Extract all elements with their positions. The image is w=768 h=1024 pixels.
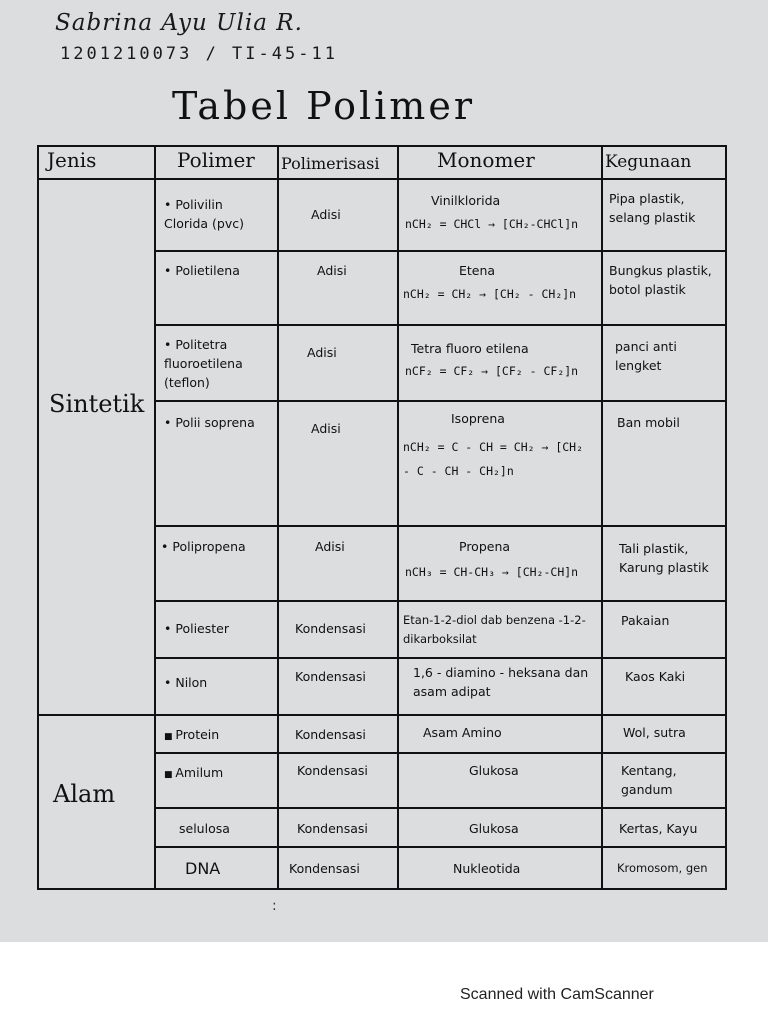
- row-reaksi: nCH₂ = CHCl → [CH₂-CHCl]n: [405, 217, 579, 231]
- row-kegunaan: Bungkus plastik, botol plastik: [609, 263, 712, 297]
- row-polimer: selulosa: [179, 821, 230, 836]
- row-proses: Kondensasi: [295, 669, 366, 684]
- row-reaksi: nCH₃ = CH-CH₃ → [CH₂-CH]n: [405, 565, 579, 579]
- row-monomer: Asam Amino: [423, 725, 502, 740]
- row-kegunaan: Kertas, Kayu: [619, 821, 698, 836]
- row-polimer: • Polipropena: [161, 537, 271, 556]
- row-reaksi: nCH₂ = C - CH = CH₂ → [CH₂ - C - CH - CH₂]n: [403, 440, 584, 478]
- polymer-table: [37, 145, 727, 890]
- row-polimer: ■ Amilum: [164, 763, 223, 785]
- row-monomer: Nukleotida: [453, 861, 521, 876]
- row-kegunaan: panci anti lengket: [615, 339, 677, 373]
- row-kegunaan: Pipa plastik, selang plastik: [609, 191, 696, 225]
- row-polimer: DNA: [185, 859, 221, 878]
- group-sintetik: Sintetik: [49, 390, 145, 418]
- row-proses: Adisi: [317, 263, 347, 278]
- row-polimer: ■ Protein: [164, 725, 219, 747]
- row-proses: Adisi: [315, 539, 345, 554]
- row-monomer: Etan-1-2-diol dab benzena -1-2-dikarboksilat: [403, 613, 586, 646]
- row-proses: Adisi: [307, 345, 337, 360]
- row-polimer: • Polivilin Clorida (pvc): [164, 195, 269, 233]
- row-polimer: • Politetra fluoroetilena (teflon): [164, 335, 274, 392]
- row-reaksi: nCF₂ = CF₂ → [CF₂ - CF₂]n: [405, 364, 579, 378]
- row-kegunaan: Wol, sutra: [623, 725, 686, 740]
- row-monomer: Vinilklorida: [431, 193, 501, 208]
- row-proses: Adisi: [311, 207, 341, 222]
- row-reaksi: nCH₂ = CH₂ → [CH₂ - CH₂]n: [403, 287, 577, 301]
- header-polimer: Polimer: [177, 148, 255, 172]
- row-polimer: • Poliester: [164, 619, 229, 638]
- student-id: 1201210073 / TI-45-11: [60, 44, 338, 64]
- row-proses: Kondensasi: [297, 821, 368, 836]
- row-proses: Kondensasi: [295, 621, 366, 636]
- row-proses: Kondensasi: [295, 727, 366, 742]
- header-monomer: Monomer: [437, 148, 535, 172]
- row-monomer: Isoprena: [451, 411, 505, 426]
- group-alam: Alam: [53, 780, 116, 808]
- row-kegunaan: Kromosom, gen: [617, 861, 708, 875]
- author-name: Sabrina Ayu Ulia R.: [55, 10, 303, 36]
- row-kegunaan: Tali plastik, Karung plastik: [619, 541, 709, 575]
- scanner-watermark: Scanned with CamScanner: [460, 986, 654, 1003]
- row-kegunaan: Kentang, gandum: [621, 763, 677, 797]
- row-monomer: Tetra fluoro etilena: [411, 341, 529, 356]
- row-polimer: • Nilon: [164, 673, 207, 692]
- row-proses: Kondensasi: [289, 861, 360, 876]
- page-title: Tabel Polimer: [172, 84, 475, 128]
- row-kegunaan: Ban mobil: [617, 415, 680, 430]
- row-monomer: 1,6 - diamino - heksana dan asam adipat: [413, 665, 589, 699]
- row-monomer: Propena: [459, 539, 511, 554]
- stray-marks: :: [272, 898, 277, 914]
- header-jenis: Jenis: [47, 148, 97, 172]
- row-monomer: Glukosa: [469, 821, 519, 836]
- header-polimerisasi: Polimerisasi: [281, 154, 380, 173]
- row-proses: Kondensasi: [297, 763, 368, 778]
- row-kegunaan: Pakaian: [621, 613, 670, 628]
- row-monomer: Etena: [459, 263, 496, 278]
- header-kegunaan: Kegunaan: [605, 152, 692, 172]
- row-polimer: • Polii soprena: [164, 413, 274, 432]
- row-monomer: Glukosa: [469, 763, 519, 778]
- row-proses: Adisi: [311, 421, 341, 436]
- row-kegunaan: Kaos Kaki: [625, 669, 686, 684]
- row-polimer: • Polietilena: [164, 261, 269, 280]
